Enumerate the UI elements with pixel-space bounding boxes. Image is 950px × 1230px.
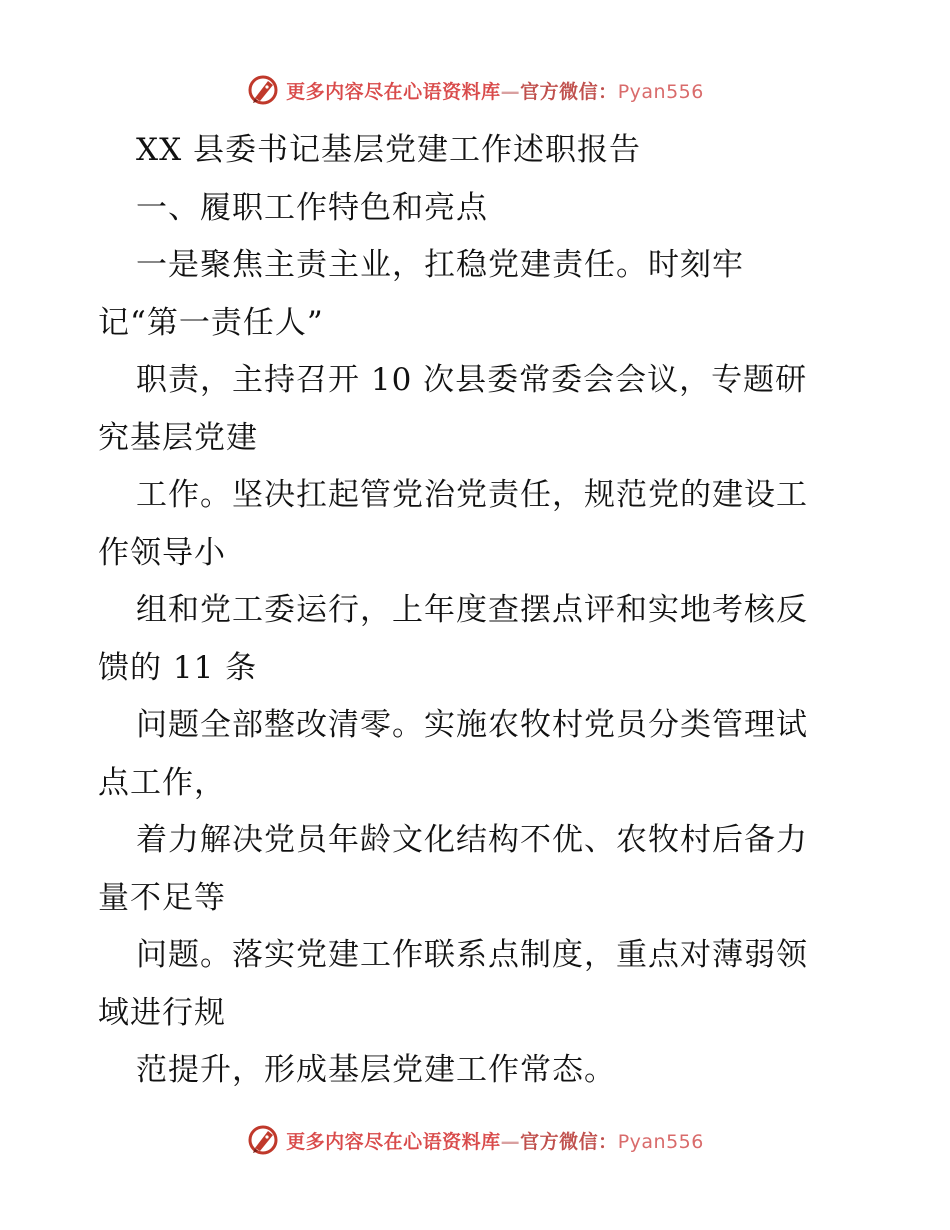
watermark-official-label: 官方微信： [520, 1130, 618, 1153]
document-line: 范提升，形成基层党建工作常态。 [136, 1052, 616, 1088]
document-line: 问题全部整改清零。实施农牧村党员分类管理试 [136, 707, 808, 743]
document-line: 馈的 11 条 [98, 649, 258, 686]
watermark-wechat-id: Pyan556 [617, 80, 704, 103]
watermark-site-name: 更多内容尽在心语资料库 [286, 80, 501, 103]
watermark-wechat-id: Pyan556 [617, 1130, 704, 1153]
document-line: 点工作， [98, 764, 226, 801]
document-body [98, 122, 858, 1100]
document-line: 职责，主持召开 10 次县委常委会会议，专题研 [136, 362, 808, 398]
document-line: 记“第一责任人” [98, 304, 324, 341]
document-line: 组和党工委运行，上年度查摆点评和实地考核反 [136, 592, 808, 628]
document-line: 量不足等 [98, 879, 226, 916]
watermark-dash: — [500, 1130, 521, 1153]
watermark-site-name: 更多内容尽在心语资料库 [286, 1130, 501, 1153]
document-line: 作领导小 [98, 534, 226, 571]
document-line: 一是聚焦主责主业，扛稳党建责任。时刻牢 [136, 247, 744, 283]
watermark-dash: — [500, 80, 521, 103]
document-line: 一、履职工作特色和亮点 [136, 189, 488, 226]
document-line: 究基层党建 [98, 419, 258, 456]
pen-logo-icon [246, 73, 280, 107]
pen-logo-icon [246, 1123, 280, 1157]
watermark-official-label: 官方微信： [520, 80, 618, 103]
document-line: 工作。坚决扛起管党治党责任，规范党的建设工 [136, 477, 808, 513]
watermark-footer [0, 1120, 950, 1160]
document-title: XX 县委书记基层党建工作述职报告 [136, 132, 641, 168]
watermark-header [0, 70, 950, 110]
document-line: 域进行规 [98, 994, 226, 1031]
document-line: 问题。落实党建工作联系点制度，重点对薄弱领 [136, 937, 808, 973]
document-line: 着力解决党员年龄文化结构不优、农牧村后备力 [136, 822, 808, 858]
